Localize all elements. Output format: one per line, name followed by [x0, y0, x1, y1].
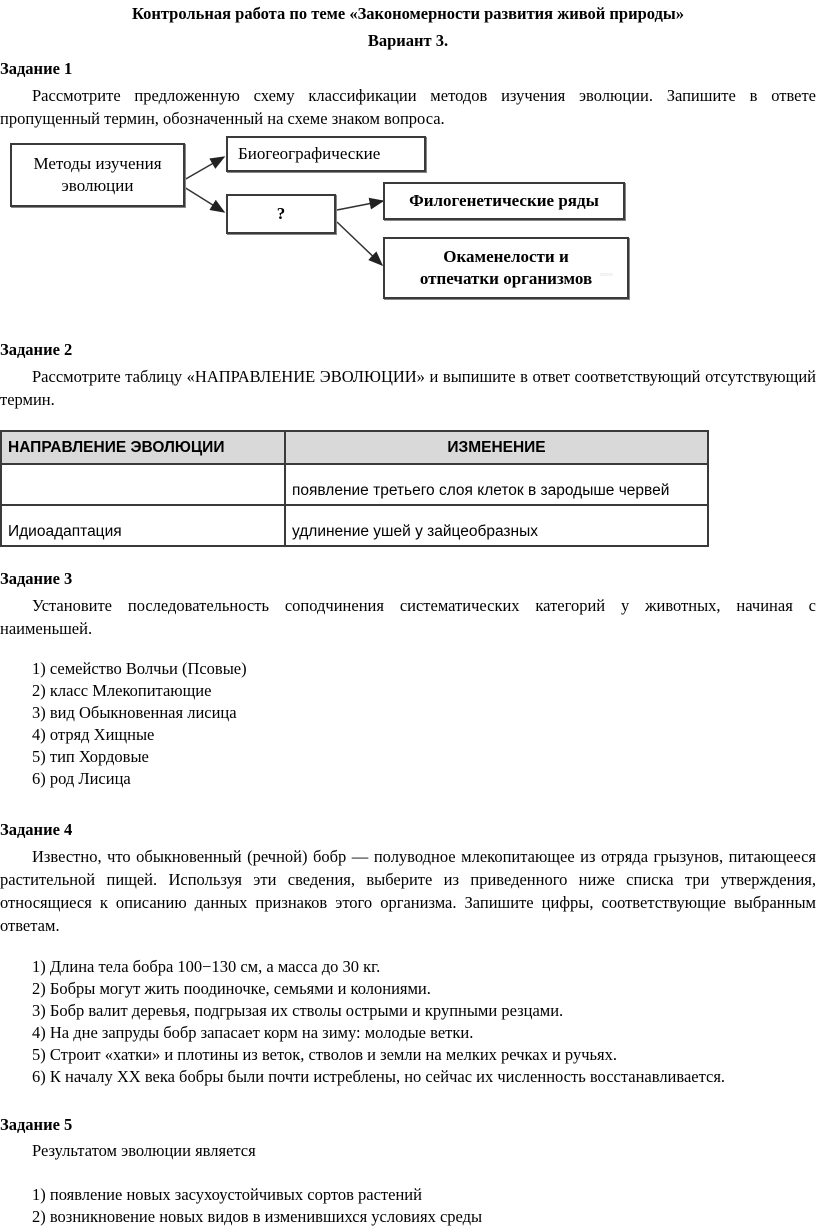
task2-heading: Задание 2: [0, 340, 73, 359]
arrow-unknown-to-phylo: [337, 201, 383, 210]
task2-text: [0, 365, 816, 411]
task3-text-content: Установите последовательность соподчинения систематических категорий у животных, начиная с наименьшей.: [0, 596, 816, 638]
task4-text: [0, 845, 816, 937]
task2-text-content: Рассмотрите таблицу «НАПРАВЛЕНИЕ ЭВОЛЮЦИИ» и выпишите в ответ соответствующий отсутствующий термин.: [0, 367, 816, 409]
evolution-direction-table: [0, 430, 709, 547]
task1-heading: Задание 1: [0, 59, 73, 78]
task3-option: 6) род Лисица: [32, 769, 131, 788]
task4-option: 2) Бобры могут жить поодиночке, семьями и колониями.: [32, 979, 431, 998]
task5-text: Результатом эволюции является: [32, 1141, 256, 1160]
task3-option: 3) вид Обыкновенная лисица: [32, 703, 237, 722]
task4-option: 4) На дне запруды бобр запасает корм на зиму: молодые ветки.: [32, 1023, 474, 1042]
task5-option: 1) появление новых засухоустойчивых сортов растений: [32, 1185, 422, 1204]
task3-option: 5) тип Хордовые: [32, 747, 149, 766]
task5-option: 2) возникновение новых видов в изменившихся условиях среды: [32, 1207, 483, 1226]
table-row: [1, 464, 708, 505]
table-cell-direction: Идиоадаптация: [1, 505, 285, 546]
arrow-root-to-unknown: [184, 187, 224, 212]
table-header-row: [1, 431, 708, 464]
document-title: Контрольная работа по теме «Закономерности развития живой природы»: [131, 4, 685, 23]
task3-option: 4) отряд Хищные: [32, 725, 155, 744]
task4-option: 5) Строит «хатки» и плотины из веток, стволов и земли на мелких речках и ручьях.: [32, 1045, 618, 1064]
diagram-unknown-box: ?: [226, 194, 336, 234]
table-cell-change: удлинение ушей у зайцеобразных: [285, 505, 708, 546]
task3-option: 2) класс Млекопитающие: [32, 681, 212, 700]
diagram-phylogenetic-box: Филогенетические ряды: [383, 182, 625, 220]
watermark: ▫▫▫▫: [600, 269, 613, 279]
table-header-direction: НАПРАВЛЕНИЕ ЭВОЛЮЦИИ: [1, 431, 285, 464]
task3-text: [0, 594, 816, 640]
diagram-fossils-box: Окаменелости и отпечатки организмов: [383, 237, 629, 299]
diagram-root-box: Методы изучения эволюции: [10, 143, 185, 207]
table-header-change: ИЗМЕНЕНИЕ: [285, 431, 708, 464]
diagram-biogeographic-box: Биогеографические: [226, 136, 426, 172]
task4-heading: Задание 4: [0, 820, 73, 839]
arrow-root-to-biogeo: [184, 157, 224, 180]
task3-option: 1) семейство Волчьи (Псовые): [32, 659, 247, 678]
table-cell-change: появление третьего слоя клеток в зародыше червей: [285, 464, 708, 505]
arrow-unknown-to-fossils: [337, 222, 382, 265]
task4-option: 6) К началу XX века бобры были почти истреблены, но сейчас их численность восстанавливается.: [32, 1067, 726, 1086]
task5-heading: Задание 5: [0, 1115, 73, 1134]
task4-text-content: Известно, что обыкновенный (речной) бобр — полуводное млекопитающее из отряда грызунов, питающееся растительной пищей. Используя эти сведения, выберите из приведенного ниже списка три утверждения, относящиеся к описанию данных признаков этого организма. Запишите цифры, соответствующие выбранным ответам.: [0, 847, 816, 935]
variant-label: Вариант 3.: [367, 31, 449, 50]
task4-option: 3) Бобр валит деревья, подгрызая их стволы острыми и крупными резцами.: [32, 1001, 564, 1020]
task1-text-content: Рассмотрите предложенную схему классификации методов изучения эволюции. Запишите в ответе пропущенный термин, обозначенный на схеме знаком вопроса.: [0, 86, 816, 128]
table-cell-direction-missing: [1, 464, 285, 505]
table-row: [1, 505, 708, 546]
task3-heading: Задание 3: [0, 569, 73, 588]
task4-option: 1) Длина тела бобра 100−130 см, а масса до 30 кг.: [32, 957, 381, 976]
